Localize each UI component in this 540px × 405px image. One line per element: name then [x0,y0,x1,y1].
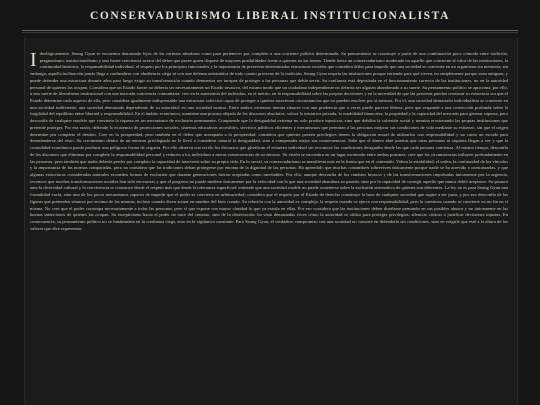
title-divider [22,30,518,31]
title-divider-secondary [22,32,518,33]
document-title: CONSERVADURISMO LIBERAL INSTITUCIONALISTA [89,10,450,22]
drop-cap: I [30,51,37,71]
body-text-block [30,51,508,405]
body-paragraph: deológicamente, Seung Gyun se encuentra demasiado lejos de las certezas absolutas como para pertenecer por completo a una corriente política determinada. Su pensamiento se construye a partir de una combinación poco cómoda entre tradición, pragmatismo, institucionalismo y una fuerte conciencia acerca del deber que posee quien dispone de mayores posibilidades frente a quienes no las tienen. Tiende hacia un conservadurismo moderado en aquello que concierne al valor de las instituciones, la continuidad histórica, la responsabilidad individual, el respeto por los principios funcionales y la importancia de preservar determinadas estructuras sociales que considera útiles para impedir que una sociedad se convierta en un organismo sin memoria; sin embargo, aquella inclinación jamás llega a confundirse con obediencia ciega ni con una defensa automática de todo cuanto proviene de la tradición. Seung Gyun respeta las instituciones porque entiende para qué sirven, no simplemente porque sean antiguas, y puede defender una estructura durante años para luego exigir su transformación cuando demuestra ser incapaz de proteger a las personas que debía servir. Su confianza está depositada en el funcionamiento correcto de las instituciones, no en la autoridad personal de quienes las ocupan. Considera que un Estado fuerte no debería ser necesariamente un Estado invasivo, del mismo modo que un ciudadano independiente no debería ser alguien abandonado a su suerte. Su pensamiento político se aproxima, por ello, a una suerte de liberalismo institucional con una marcada conciencia comunitaria: cree en la autonomía del individuo, en el mérito, en la responsabilidad sobre las propias decisiones y en la necesidad de que las personas puedan construir su existencia sin que el Estado determine cada aspecto de ella, pero considera igualmente indispensable una estructura colectiva capaz de proteger a quienes atraviesan circunstancias que no pueden resolver por sí mismas. Por el, una sociedad demasiado individualista se convierte en una sociedad indiferente; una sociedad demasiado dependiente de su autoridad, en una sociedad sumisa. Entre ambos extremos intenta situarse con una prudencia que a veces puede parecer tibieza, pero que responde a una convicción profunda sobre la fragilidad del equilibrio entre libertad y responsabilidad. En el ámbito económico, mantiene una postura alejada de los discursos absolutos: valora la iniciativa privada, la estabilidad financiera, la propiedad y la capacidad del mercado para generar riqueza, pero desconfía de cualquier modelo que convierta la riqueza en un mecanismo de exclusión permanente. Comprende que la desigualdad extrema no solo produce injusticia, sino que debilita la cohesión social y termina erosionando las propias instituciones que pretende proteger. Por esa razón, defiende la existencia de protecciones sociales, sistemas educativos accesibles, servicios públicos eficientes y mecanismos que permitan a las personas mejorar sus condiciones de vida mediante su esfuerzo, sin que el origen determine por completo el destino. Cree en la prosperidad, pero también en el deber que acompaña a la prosperidad; considera que quienes poseen privilegios tienen la obligación moral de utilizarlos con responsabilidad y no como un escudo para desentenderse del resto. Su crecimiento dentro de un entorno privilegiado no le llevó a considerar natural la desigualdad, sino a comprender mejor sus consecuencias. Sabe que el dinero abre puertas que otras personas ni siquiera llegan a ver y que la comodidad económica puede producir una peligrosa forma de ceguera. Por ello observa con recelo los discursos que glorifican el esfuerzo individual sin reconocer las condiciones desiguales desde las que cada persona comienza. Al mismo tiempo, desconfía de los discursos que eliminan por completo la responsabilidad personal y reducen a los individuos a meras consecuencias de su entorno. Su visión se encuentra en un lugar incómodo entre ambas posturas: cree que las circunstancias influyen profundamente en las personas, pero también que nadie debería perder por completo la capacidad de intervenir sobre su propia vida. En lo social, su conservadurismo se manifiesta más en la forma que en el contenido. Valora la estabilidad, el orden, la continuidad de los vínculos y la importancia de las normas compartidas, pero no considera que las tradiciones deban protegerse por encima de la dignidad de las personas. Ha aprendido que muchas costumbres sobreviven únicamente porque nadie se ha atrevido a cuestionarlas, y que algunas estructuras consideradas naturales esconden formas de exclusión que durante generaciones fueron aceptadas como inevitables. Por ello, aunque desconfía de los cambios bruscos y de las transformaciones impulsadas únicamente por la urgencia, reconoce que muchas transformaciones sociales han sido necesarias y que el progreso no puede medirse únicamente por la velocidad con la que una sociedad abandona su pasado, sino por la capacidad de corregir aquello que nunca debió aceptarse. Su postura ante la diversidad cultural y la convivencia se construye desde el respeto más que desde la tolerancia superficial: entiende que una sociedad estable no puede sostenerse sobre la exclusión sistemática de quienes son diferentes. La ley no es para Seung Gyun una formalidad vacía, sino uno de los pocos mecanismos capaces de impedir que el poder se convierta en arbitrariedad; considera que el respeto por el Estado de derecho constituye la base de cualquier sociedad que aspire a ser justa, y por eso desconfía de las figuras que pretenden situarse por encima de las normas, incluso cuando dicen actuar en nombre del bien común. Su relación con la autoridad es compleja: la respeta cuando se ejerce con responsabilidad, pero la cuestiona cuando se convierte en un fin en sí misma. No cree que el poder corrompa necesariamente a todas las personas, pero sí que expone con mayor claridad lo que ya existía en ellas. Por eso considera que las instituciones deben diseñarse pensando en sus posibles abusos y no únicamente en las buenas intenciones de quienes las ocupan. Su escepticismo hacia el poder no nace del cinismo, sino de la observación: ha visto demasiadas veces cómo la autoridad se utiliza para proteger privilegios, silenciar críticas o justificar decisiones injustas. En consecuencia, su pensamiento político no se fundamenta en la confianza ciega, sino en la vigilancia constante. Para Seung Gyun, el verdadero compromiso con una sociedad no consiste en defenderla sin condiciones, sino en exigirle que esté a la altura de los valores que dice representar. [30,51,508,231]
